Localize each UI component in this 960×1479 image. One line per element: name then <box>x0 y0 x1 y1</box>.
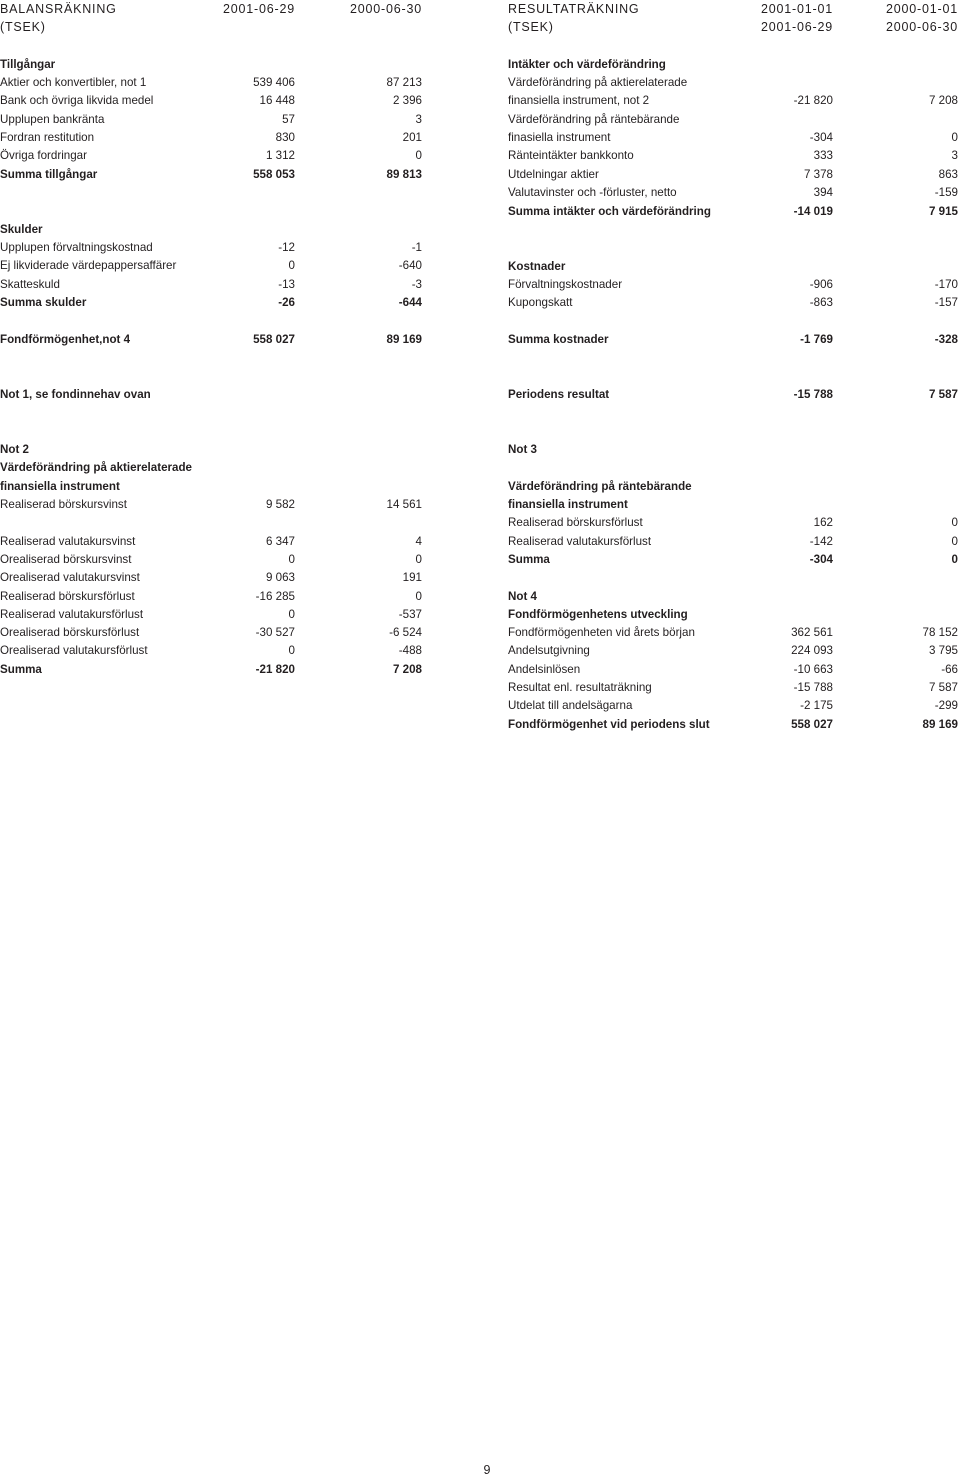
balance-row-label: Not 2 <box>0 443 29 456</box>
income-col2-to: 2000-06-30 <box>886 20 958 34</box>
income-row-value-current: -142 <box>809 535 833 548</box>
income-row-label: Utdelat till andelsägarna <box>508 699 633 712</box>
balance-row <box>0 221 422 239</box>
balance-row-value-current: 1 312 <box>265 149 295 162</box>
balance-row-value-previous: -1 <box>411 241 422 254</box>
balance-row <box>0 588 422 606</box>
income-row-value-current: 333 <box>813 149 833 162</box>
income-row-label: Realiserad valutakursförlust <box>508 535 652 548</box>
balance-row-label: Aktier och konvertibler, not 1 <box>0 76 147 89</box>
balance-row <box>0 331 422 349</box>
balance-row-value-previous: -6 524 <box>389 626 422 639</box>
balance-row-value-previous: 4 <box>415 535 422 548</box>
balance-title: BALANSRÄKNING <box>0 2 117 16</box>
balance-row-label: Orealiserad börskursförlust <box>0 626 140 639</box>
balance-row-label: Realiserad valutakursvinst <box>0 535 136 548</box>
balance-row-label: Upplupen bankränta <box>0 113 105 126</box>
income-row-value-current: -304 <box>809 553 833 566</box>
income-row <box>508 624 958 642</box>
income-row-label: Fondförmögenheten vid årets början <box>508 626 695 639</box>
income-row-value-current: -1 769 <box>800 333 833 346</box>
balance-row-label: Upplupen förvaltningskostnad <box>0 241 153 254</box>
balance-row-value-previous: -640 <box>398 259 422 272</box>
income-row-label: finasiella instrument <box>508 131 611 144</box>
balance-row <box>0 74 422 92</box>
balance-row-label: Realiserad börskursförlust <box>0 590 135 603</box>
balance-row-label: finansiella instrument <box>0 480 120 493</box>
balance-row <box>0 239 422 257</box>
income-row <box>508 496 958 514</box>
balance-row-value-previous: 201 <box>402 131 422 144</box>
income-row-label: finansiella instrument <box>508 498 628 511</box>
balance-row-label: Fondförmögenhet,not 4 <box>0 333 131 346</box>
income-row-value-current: -2 175 <box>800 699 833 712</box>
income-row-value-previous: -299 <box>934 699 958 712</box>
balance-row-label: Summa <box>0 663 42 676</box>
balance-row-label: Bank och övriga likvida medel <box>0 94 154 107</box>
balance-row-value-previous: 7 208 <box>392 663 422 676</box>
income-row-label: Realiserad börskursförlust <box>508 516 643 529</box>
income-col2-from: 2000-01-01 <box>886 2 958 16</box>
income-row-label: Valutavinster och -förluster, netto <box>508 186 677 199</box>
income-row-label: Fondförmögenhetens utveckling <box>508 608 688 621</box>
income-row-value-current: 224 093 <box>791 644 833 657</box>
income-row <box>508 533 958 551</box>
income-row-value-current: -10 663 <box>793 663 833 676</box>
balance-row-value-current: -16 285 <box>255 590 295 603</box>
income-row-value-current: 394 <box>813 186 833 199</box>
balance-row-value-previous: 0 <box>415 590 422 603</box>
income-row-value-previous: -328 <box>934 333 958 346</box>
income-row-label: Andelsutgivning <box>508 644 590 657</box>
income-row <box>508 386 958 404</box>
balance-row-value-current: 558 027 <box>253 333 295 346</box>
balance-row-label: Värdeförändring på aktierelaterade <box>0 461 193 474</box>
balance-row-value-current: 558 053 <box>253 168 295 181</box>
income-row-value-current: 362 561 <box>791 626 833 639</box>
income-row-value-current: -21 820 <box>793 94 833 107</box>
balance-row-label: Övriga fordringar <box>0 149 87 162</box>
balance-row-label: Fordran restitution <box>0 131 95 144</box>
income-row-label: Kostnader <box>508 260 566 273</box>
income-row <box>508 606 958 624</box>
income-row <box>508 551 958 569</box>
income-row <box>508 294 958 312</box>
income-row-value-current: -15 788 <box>793 681 833 694</box>
balance-row-value-previous: 0 <box>415 553 422 566</box>
income-row-label: Värdeförändring på räntebärande <box>508 113 680 126</box>
income-row-value-previous: 3 795 <box>928 644 958 657</box>
income-row-label: Fondförmögenhet vid periodens slut <box>508 718 710 731</box>
income-row-label: Andelsinlösen <box>508 663 581 676</box>
income-row-value-previous: 0 <box>951 535 958 548</box>
balance-col2-date: 2000-06-30 <box>350 2 422 16</box>
balance-row-value-previous: -644 <box>398 296 422 309</box>
income-row-value-previous: 3 <box>951 149 958 162</box>
income-row <box>508 478 958 496</box>
balance-row-value-current: 9 582 <box>265 498 295 511</box>
balance-row-label: Ej likviderade värdepappersaffärer <box>0 259 177 272</box>
balance-row <box>0 496 422 514</box>
balance-row-value-current: -12 <box>278 241 295 254</box>
income-row <box>508 147 958 165</box>
income-row-label: Summa kostnader <box>508 333 609 346</box>
income-row-label: Ränteintäkter bankkonto <box>508 149 634 162</box>
income-row-value-previous: 0 <box>951 553 958 566</box>
income-row-label: finansiella instrument, not 2 <box>508 94 650 107</box>
balance-row-value-current: 0 <box>288 608 295 621</box>
income-row-value-current: -304 <box>809 131 833 144</box>
balance-row <box>0 276 422 294</box>
balance-row-value-previous: 89 169 <box>386 333 422 346</box>
income-row <box>508 679 958 697</box>
income-row-label: Värdeförändring på räntebärande <box>508 480 692 493</box>
balance-row <box>0 478 422 496</box>
page-number: 9 <box>483 1463 491 1477</box>
balance-row-value-previous: -3 <box>411 278 422 291</box>
balance-row-value-current: 830 <box>275 131 295 144</box>
balance-header-row-1 <box>0 0 422 18</box>
income-row-label: Intäkter och värdeförändring <box>508 58 666 71</box>
income-row <box>508 184 958 202</box>
balance-row-value-current: 539 406 <box>253 76 295 89</box>
balance-row <box>0 661 422 679</box>
balance-row <box>0 129 422 147</box>
balance-unit: (TSEK) <box>0 20 46 34</box>
income-row-label: Resultat enl. resultaträkning <box>508 681 652 694</box>
balance-row-value-current: -13 <box>278 278 295 291</box>
balance-row-value-previous: -488 <box>398 644 422 657</box>
income-row <box>508 716 958 734</box>
balance-row-label: Realiserad börskursvinst <box>0 498 127 511</box>
income-row-value-previous: 7 915 <box>928 205 958 218</box>
income-row-label: Periodens resultat <box>508 388 610 401</box>
income-row-value-previous: 78 152 <box>922 626 958 639</box>
income-row-value-previous: 0 <box>951 516 958 529</box>
balance-row-value-current: 0 <box>288 644 295 657</box>
balance-row-value-previous: 0 <box>415 149 422 162</box>
balance-row-value-current: 6 347 <box>265 535 295 548</box>
balance-row-value-current: -21 820 <box>255 663 295 676</box>
balance-row-value-previous: 2 396 <box>392 94 422 107</box>
balance-row-value-previous: 89 813 <box>386 168 422 181</box>
balance-row-label: Summa tillgångar <box>0 168 98 181</box>
income-header-row-2 <box>508 18 958 36</box>
balance-row-value-current: 0 <box>288 553 295 566</box>
income-row-label: Värdeförändring på aktierelaterade <box>508 76 688 89</box>
income-row-value-current: -14 019 <box>793 205 833 218</box>
income-row <box>508 258 958 276</box>
balance-row-label: Orealiserad börskursvinst <box>0 553 132 566</box>
balance-row <box>0 111 422 129</box>
balance-row-label: Skulder <box>0 223 43 236</box>
balance-row-value-previous: -537 <box>398 608 422 621</box>
balance-row <box>0 606 422 624</box>
income-title: RESULTATRÄKNING <box>508 2 640 16</box>
balance-header-row-2 <box>0 18 422 36</box>
balance-row-value-current: 9 063 <box>265 571 295 584</box>
balance-row-value-current: 0 <box>288 259 295 272</box>
income-row-value-previous: -159 <box>934 186 958 199</box>
income-row <box>508 203 958 221</box>
income-row-value-previous: 7 587 <box>928 681 958 694</box>
income-row-value-previous: 7 587 <box>928 388 958 401</box>
balance-row <box>0 551 422 569</box>
income-row-label: Kupongskatt <box>508 296 573 309</box>
balance-col1-date: 2001-06-29 <box>223 2 295 16</box>
balance-row-label: Not 1, se fondinnehav ovan <box>0 388 151 401</box>
income-row <box>508 276 958 294</box>
income-row-value-previous: -170 <box>934 278 958 291</box>
balance-row-label: Orealiserad valutakursvinst <box>0 571 140 584</box>
income-row-value-previous: 7 208 <box>928 94 958 107</box>
income-row-value-current: 558 027 <box>791 718 833 731</box>
balance-row <box>0 166 422 184</box>
income-row-label: Summa <box>508 553 550 566</box>
balance-row-label: Orealiserad valutakursförlust <box>0 644 148 657</box>
balance-row <box>0 459 422 477</box>
balance-row <box>0 386 422 404</box>
balance-row-value-previous: 87 213 <box>386 76 422 89</box>
income-header-row-1 <box>508 0 958 18</box>
income-row-value-current: 7 378 <box>803 168 833 181</box>
balance-row-value-current: -26 <box>278 296 295 309</box>
balance-row <box>0 257 422 275</box>
balance-row <box>0 147 422 165</box>
balance-row <box>0 441 422 459</box>
balance-row-label: Tillgångar <box>0 58 56 71</box>
income-row-label: Not 4 <box>508 590 537 603</box>
income-row-label: Utdelningar aktier <box>508 168 599 181</box>
balance-row-label: Realiserad valutakursförlust <box>0 608 144 621</box>
balance-row <box>0 294 422 312</box>
income-row <box>508 441 958 459</box>
income-row-value-previous: -66 <box>941 663 958 676</box>
balance-row-value-previous: 3 <box>415 113 422 126</box>
balance-row-value-current: -30 527 <box>255 626 295 639</box>
income-row <box>508 166 958 184</box>
income-row <box>508 56 958 74</box>
balance-row-value-current: 57 <box>282 113 295 126</box>
income-row-value-current: 162 <box>813 516 833 529</box>
income-row-value-current: -15 788 <box>793 388 833 401</box>
income-row-label: Summa intäkter och värdeförändring <box>508 205 711 218</box>
balance-row-value-previous: 191 <box>402 571 422 584</box>
balance-row-value-current: 16 448 <box>259 94 295 107</box>
income-row <box>508 642 958 660</box>
income-row <box>508 111 958 129</box>
income-row-label: Förvaltningskostnader <box>508 278 623 291</box>
income-row <box>508 129 958 147</box>
income-row <box>508 697 958 715</box>
balance-row <box>0 569 422 587</box>
balance-row-label: Summa skulder <box>0 296 87 309</box>
income-row-value-current: -906 <box>809 278 833 291</box>
income-row <box>508 74 958 92</box>
income-row-label: Not 3 <box>508 443 537 456</box>
balance-row <box>0 642 422 660</box>
income-row-value-previous: 89 169 <box>922 718 958 731</box>
income-row-value-previous: -157 <box>934 296 958 309</box>
income-row <box>508 514 958 532</box>
income-unit: (TSEK) <box>508 20 554 34</box>
income-row <box>508 588 958 606</box>
balance-row <box>0 533 422 551</box>
balance-row-label: Skatteskuld <box>0 278 60 291</box>
income-row-value-current: -863 <box>809 296 833 309</box>
balance-row <box>0 624 422 642</box>
income-col1-to: 2001-06-29 <box>761 20 833 34</box>
income-row <box>508 331 958 349</box>
income-row <box>508 92 958 110</box>
income-col1-from: 2001-01-01 <box>761 2 833 16</box>
income-row-value-previous: 863 <box>938 168 958 181</box>
balance-row <box>0 92 422 110</box>
balance-row-value-previous: 14 561 <box>386 498 422 511</box>
income-row <box>508 661 958 679</box>
balance-row <box>0 56 422 74</box>
income-row-value-previous: 0 <box>951 131 958 144</box>
